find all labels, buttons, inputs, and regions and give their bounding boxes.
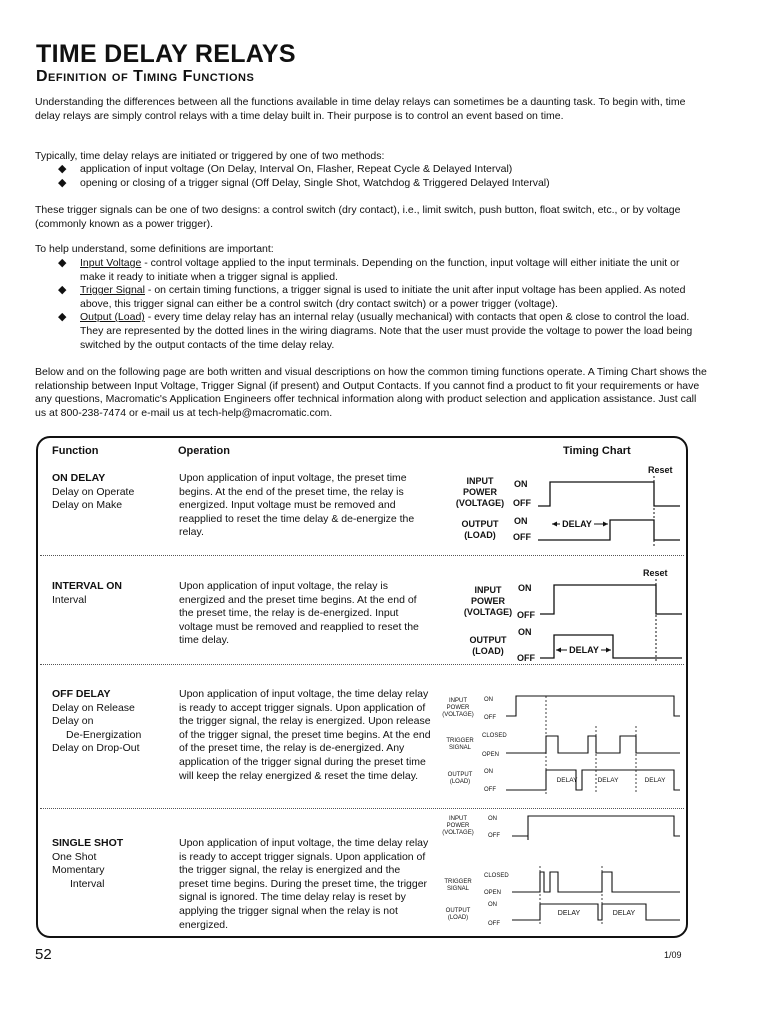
output-waveform xyxy=(540,635,682,658)
open-label: OPEN xyxy=(482,752,500,758)
list-item: ◆ opening or closing of a trigger signal (Off Delay, Single Shot, Watchdog & Triggered Delayed Interval) xyxy=(58,176,550,189)
delay-label: DELAY xyxy=(612,910,636,917)
timing-chart-single-shot xyxy=(436,808,686,932)
delay-label: DELAY xyxy=(644,777,666,784)
output-label: OUTPUT xyxy=(447,772,473,778)
definition-term: Input Voltage xyxy=(80,257,142,269)
off-label: OFF xyxy=(484,715,496,721)
svg-text:ON: ON xyxy=(518,627,532,637)
page-subtitle: Definition of Timing Functions xyxy=(36,68,255,85)
list-item xyxy=(56,311,706,352)
trigger-label: TRIGGER xyxy=(446,738,474,744)
on-label: ON xyxy=(488,816,497,822)
operation-off-delay: Upon application of input voltage, the time delay relay is ready to accept trigger signals. Upon application of the trigger signal, the relay is energized. Upon release of the trigger signal, the preset time begins. At the end of the preset time, the relay is de-energized. Any application of the trigger signal during the preset time will keep the relay energized & reset the time delay. xyxy=(179,688,431,782)
operation-column-header: Operation xyxy=(178,445,230,457)
delay-label: DELAY xyxy=(569,645,599,655)
input-waveform xyxy=(506,696,680,716)
intro-paragraph-5: Below and on the following page are both written and visual descriptions on how the common timing functions operate. A Timing Chart shows the relationship between Input Voltage, Trigger Signal (if present) and Output Contacts. If you cannot find a product to fit your requirements or have any questions, Macromatic's Application Engineers offer technical information along with product selection and application assistance. Just call us at 800-238-7474 or e-mail us at tech-help@macromatic.com. xyxy=(35,366,707,419)
list-item xyxy=(56,257,706,284)
svg-text:(LOAD): (LOAD) xyxy=(472,646,504,656)
svg-text:(VOLTAGE): (VOLTAGE) xyxy=(463,607,513,617)
delay-label: DELAY xyxy=(556,777,578,784)
reset-label: Reset xyxy=(648,465,673,475)
svg-text:POWER: POWER xyxy=(462,487,498,497)
svg-text:OFF: OFF xyxy=(513,532,531,542)
definition-text: - control voltage applied to the input terminals. Depending on the function, input voltage will either initiate the unit or make it ready to initiate when a trigger signal is applied. xyxy=(80,257,680,283)
delay-label: DELAY xyxy=(557,910,581,917)
row-divider xyxy=(40,664,684,665)
svg-text:POWER: POWER xyxy=(470,596,506,606)
input-label: INPUT xyxy=(466,476,494,486)
row-divider xyxy=(40,555,684,556)
svg-text:(LOAD): (LOAD) xyxy=(449,779,471,785)
intro-paragraph-3: These trigger signals can be one of two designs: a control switch (dry contact), i.e., limit switch, push button, float switch, etc., or by voltage (commonly known as a power trigger). xyxy=(35,204,681,230)
reset-label: Reset xyxy=(643,568,668,578)
diamond-bullet-icon: ◆ xyxy=(58,163,67,175)
operation-single-shot: Upon application of input voltage, the time delay relay is ready to accept trigger signals. Upon application of the trigger signal, the relay is energized and the preset time begins. During the preset time, the trigger signal is ignored. The time delay relay is reset by applying the trigger signal when the relay is not energized. xyxy=(179,837,429,931)
off-label: OFF xyxy=(517,610,535,620)
off-label: OFF xyxy=(488,833,500,839)
intro-paragraph-4: To help understand, some definitions are important: xyxy=(35,243,274,255)
timing-chart-column-header: Timing Chart xyxy=(563,445,631,457)
input-label: INPUT xyxy=(474,585,502,595)
svg-text:OFF: OFF xyxy=(517,653,535,663)
on-label: ON xyxy=(484,697,493,703)
definitions-list xyxy=(56,257,706,352)
diamond-bullet-icon: ◆ xyxy=(58,284,67,297)
function-name-interval-on: INTERVAL ON Interval xyxy=(52,580,123,606)
svg-text:(VOLTAGE): (VOLTAGE) xyxy=(442,712,474,718)
closed-label: CLOSED xyxy=(484,873,509,879)
list-item xyxy=(56,284,706,311)
output-waveform xyxy=(538,520,680,540)
output-label: OUTPUT xyxy=(445,908,471,914)
output-label: OUTPUT xyxy=(469,635,507,645)
page-number: 52 xyxy=(35,946,52,963)
intro-paragraph-1: Understanding the differences between all the functions available in time delay relays can sometimes be a daunting task. To begin with, time delay relays are simply control relays with a time delay built in. Their purpose is to control an event based on time. xyxy=(35,96,686,122)
svg-text:OFF: OFF xyxy=(484,787,496,793)
off-label: OFF xyxy=(513,498,531,508)
svg-text:POWER: POWER xyxy=(446,823,470,829)
page-title: TIME DELAY RELAYS xyxy=(36,40,296,68)
function-name-single-shot: SINGLE SHOT One Shot Momentary Interval xyxy=(52,837,124,890)
definition-term: Output (Load) xyxy=(80,311,145,324)
function-column-header: Function xyxy=(52,445,99,457)
intro-paragraph-2: Typically, time delay relays are initiated or triggered by one of two methods: xyxy=(35,150,385,162)
trigger-waveform xyxy=(506,736,680,753)
svg-text:(VOLTAGE): (VOLTAGE) xyxy=(442,830,474,836)
delay-label: DELAY xyxy=(597,777,619,784)
on-label: ON xyxy=(518,583,532,593)
closed-label: CLOSED xyxy=(482,733,507,739)
operation-on-delay: Upon application of input voltage, the preset time begins. At the end of the preset time, the relay is energized. Input voltage must be removed and reapplied to reset the time delay & de-energize the relay. xyxy=(179,472,415,539)
list-item: ◆ application of input voltage (On Delay, Interval On, Flasher, Repeat Cycle & Delayed Interval) xyxy=(58,163,513,175)
function-name-off-delay: OFF DELAY Delay on Release Delay on De-Energization Delay on Drop-Out xyxy=(52,688,142,755)
function-name-on-delay: ON DELAY Delay on Operate Delay on Make xyxy=(52,472,135,512)
input-label: INPUT xyxy=(449,698,467,704)
input-waveform xyxy=(538,482,680,506)
input-label: INPUT xyxy=(449,816,467,822)
diamond-bullet-icon: ◆ xyxy=(58,176,67,189)
svg-text:ON: ON xyxy=(514,516,528,526)
svg-text:OFF: OFF xyxy=(488,921,500,927)
input-waveform xyxy=(512,816,680,840)
revision-date: 1/09 xyxy=(664,950,682,960)
on-label: ON xyxy=(514,479,528,489)
definition-text: - every time delay relay has an internal relay (usually mechanical) with contacts that open & close to control the load. They are represented by the dotted lines in the wiring diagrams. Note that the user must provide the voltage to power the load being switched by the output contacts of the time delay relay. xyxy=(80,311,693,351)
trigger-waveform xyxy=(512,872,680,892)
timing-chart-off-delay xyxy=(436,686,686,798)
timing-chart-interval-on xyxy=(436,565,686,663)
diamond-bullet-icon: ◆ xyxy=(58,311,67,324)
svg-text:(VOLTAGE): (VOLTAGE) xyxy=(455,498,505,508)
open-label: OPEN xyxy=(484,890,502,896)
trigger-label: TRIGGER xyxy=(444,879,472,885)
svg-text:(LOAD): (LOAD) xyxy=(447,915,469,921)
svg-text:POWER: POWER xyxy=(446,705,470,711)
delay-label: DELAY xyxy=(562,519,592,529)
diamond-bullet-icon: ◆ xyxy=(58,257,67,269)
timing-chart-on-delay xyxy=(436,460,686,554)
methods-list xyxy=(56,163,706,190)
svg-text:SIGNAL: SIGNAL xyxy=(448,745,472,751)
operation-interval-on: Upon application of input voltage, the relay is energized and the preset time begins. At the end of the preset time, the relay is de-energized. Input voltage must be removed and reapplied to reset the time delay. xyxy=(179,580,419,647)
svg-text:ON: ON xyxy=(484,769,493,775)
output-label: OUTPUT xyxy=(461,519,499,529)
svg-text:ON: ON xyxy=(488,902,497,908)
svg-text:(LOAD): (LOAD) xyxy=(464,530,496,540)
input-waveform xyxy=(540,585,682,614)
output-waveform xyxy=(512,904,680,920)
definition-text: - on certain timing functions, a trigger signal is used to initiate the unit after input voltage has been applied. As noted above, this trigger signal can either be a control switch (dry contact switch) or a power trigger (voltage). xyxy=(80,284,686,310)
definition-term: Trigger Signal xyxy=(80,284,145,297)
svg-text:SIGNAL: SIGNAL xyxy=(446,886,470,892)
